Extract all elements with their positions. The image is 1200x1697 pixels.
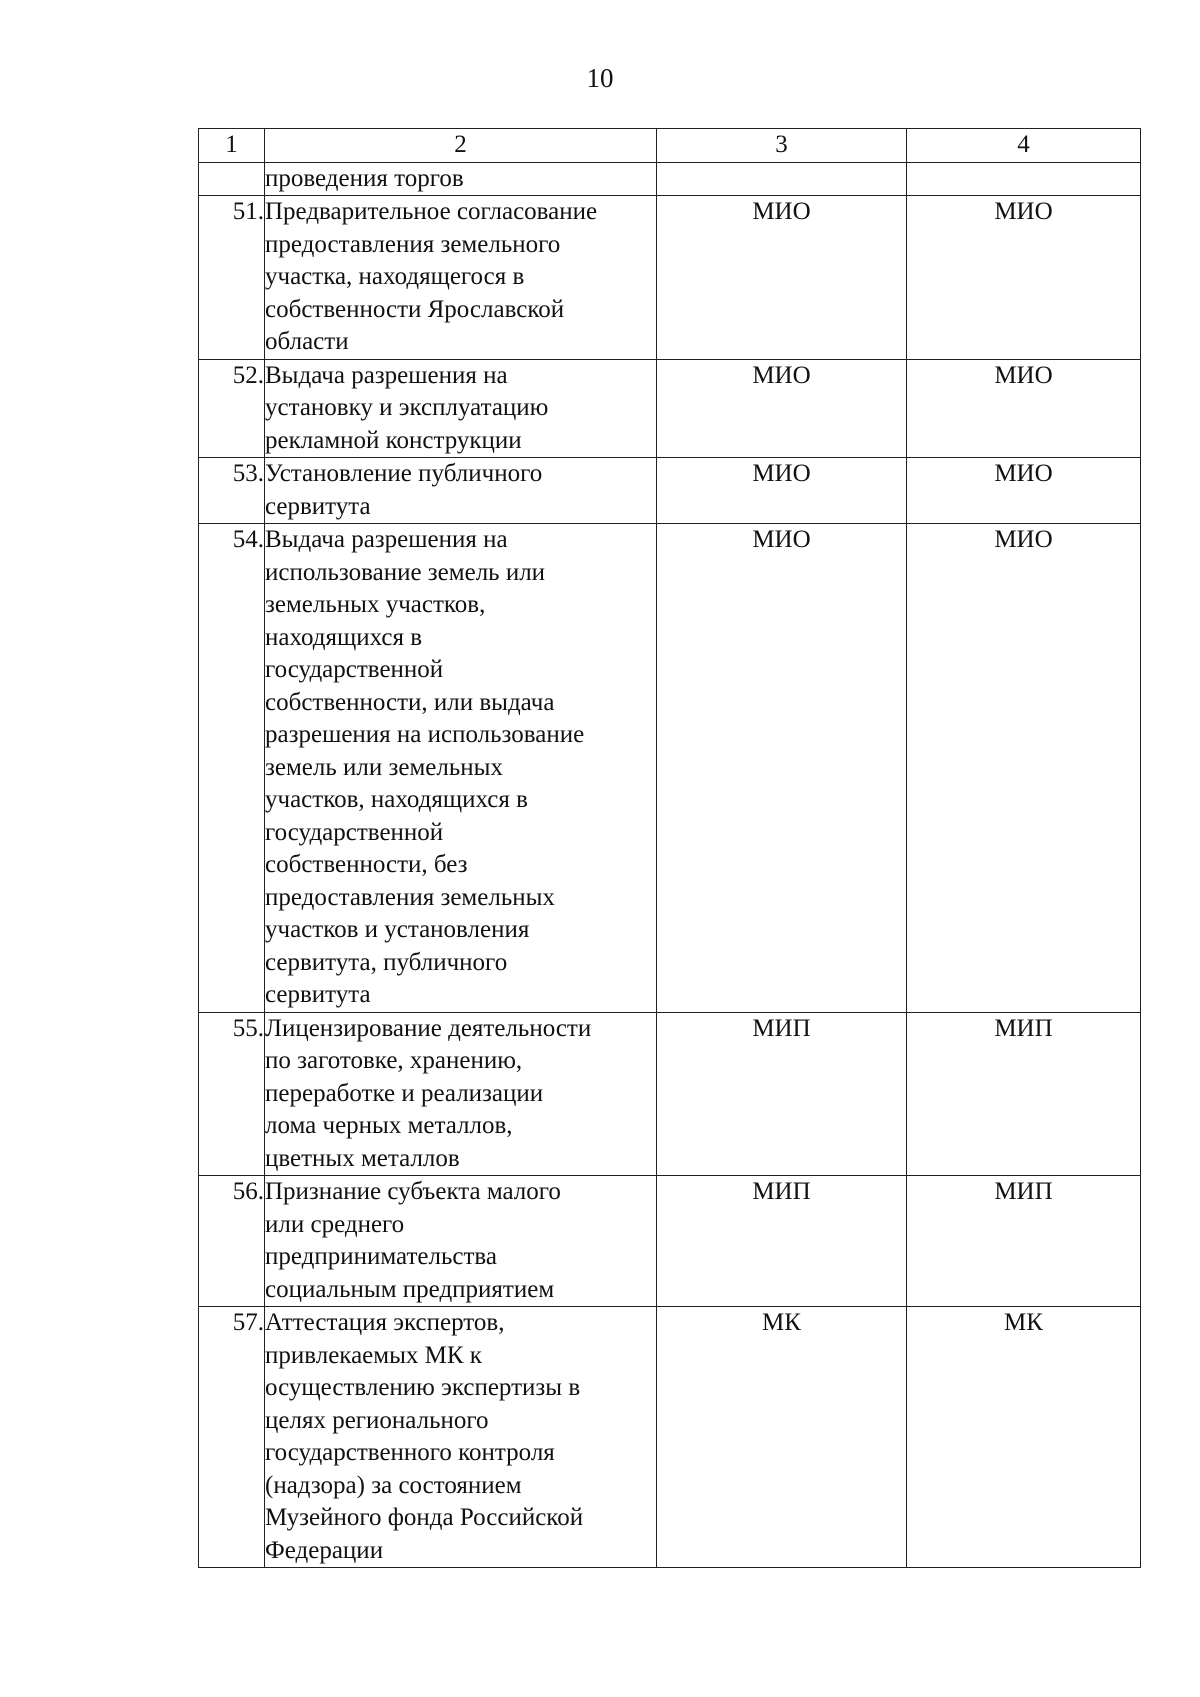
column-header-2: 2 [265,129,657,163]
service-name-cell: проведения торгов [265,162,657,196]
table-row-continuation [199,162,1141,196]
page-number: 10 [586,63,614,93]
service-name-line: государственной [265,818,444,846]
service-name-line: Аттестация экспертов, [265,1309,505,1336]
service-name-line: области [265,328,349,355]
service-name-cell [265,524,657,1013]
service-name-cell [265,1307,657,1568]
column-3-cell: МИП [657,1176,907,1307]
service-name-cell [265,359,657,458]
column-4-cell: МИО [907,458,1141,524]
column-4-cell: МК [907,1307,1141,1568]
service-name-line: собственности, без [265,851,468,878]
service-name-line: Выдача разрешения на [265,526,508,553]
service-name-cell [265,1012,657,1176]
service-name-line: разрешения на использование [265,721,585,748]
row-number-cell: 56. [199,1176,265,1307]
table-body [199,162,1141,1568]
service-name-line: предпринимательства [265,1243,497,1270]
table-header-row [199,129,1141,163]
row-number-cell: 51. [199,196,265,360]
column-4-cell: МИП [907,1012,1141,1176]
service-name-line: участков, находящихся в [265,786,528,813]
column-header-1: 1 [199,129,265,163]
service-name-line: Музейного фонда Российской [265,1504,584,1531]
service-name-line: целях регионального [265,1406,489,1434]
service-name-line: собственности Ярославской [265,295,565,323]
column-header-3: 3 [657,129,907,163]
service-name-line: сервитута [265,492,371,520]
service-name-line: сервитута, публичного [265,948,508,976]
service-name-line: находящихся в [265,623,423,651]
service-name-line: привлекаемых МК к [265,1341,482,1369]
column-4-cell: МИО [907,524,1141,1013]
service-name-line: установку и эксплуатацию [265,394,549,421]
service-name-line: государственной [265,656,444,683]
service-name-cell [265,458,657,524]
table-row [199,359,1141,458]
column-3-cell: МИО [657,524,907,1013]
service-name-line: переработке и реализации [265,1079,544,1107]
service-name-line: предоставления земельных [265,883,555,911]
service-name-line: Признание субъекта малого [265,1178,561,1205]
column-3-cell: МИО [657,458,907,524]
service-name-line: Лицензирование деятельности [265,1014,592,1042]
service-name-cell [265,196,657,360]
service-name-line: (надзора) за состоянием [265,1471,522,1499]
service-name-line: по заготовке, хранению, [265,1047,523,1074]
row-number-cell: 54. [199,524,265,1013]
service-name-line: осуществлению экспертизы в [265,1374,581,1401]
service-name-cell [265,1176,657,1307]
column-4-cell: МИО [907,196,1141,360]
service-name-line: земельных участков, [265,591,486,618]
service-name-line: цветных металлов [265,1144,460,1172]
column-3-cell: МИО [657,359,907,458]
service-name-line: Установление публичного [265,460,543,487]
services-table [198,128,1141,1568]
row-number-cell [199,162,265,196]
service-name-line: участка, находящегося в [265,263,525,290]
table-row [199,524,1141,1013]
column-3-cell: МИП [657,1012,907,1176]
column-4-cell: МИО [907,359,1141,458]
table-row [199,1012,1141,1176]
row-number-cell: 52. [199,359,265,458]
table-row [199,196,1141,360]
column-header-4: 4 [907,129,1141,163]
service-name-line: или среднего [265,1210,405,1238]
service-name-line: Предварительное согласование [265,198,598,225]
row-number-cell: 53. [199,458,265,524]
service-name-line: Федерации [265,1536,384,1564]
service-name-line: сервитута [265,981,371,1008]
service-name-line: государственного контроля [265,1439,555,1466]
table-row [199,1307,1141,1568]
service-name-line: участков и установления [265,916,530,943]
column-3-cell: МИО [657,196,907,360]
service-name-line: земель или земельных [265,753,503,781]
service-name-line: Выдача разрешения на [265,361,508,389]
table-row [199,1176,1141,1307]
service-name-line: собственности, или выдача [265,688,555,716]
service-name-line: лома черных металлов, [265,1112,513,1139]
table-row [199,458,1141,524]
service-name-line: предоставления земельного [265,230,561,258]
column-3-cell [657,162,907,196]
column-3-cell: МК [657,1307,907,1568]
column-4-cell [907,162,1141,196]
row-number-cell: 55. [199,1012,265,1176]
service-name-line: использование земель или [265,558,546,586]
column-4-cell: МИП [907,1176,1141,1307]
service-name-line: социальным предприятием [265,1275,555,1303]
service-name-line: рекламной конструкции [265,426,522,454]
row-number-cell: 57. [199,1307,265,1568]
